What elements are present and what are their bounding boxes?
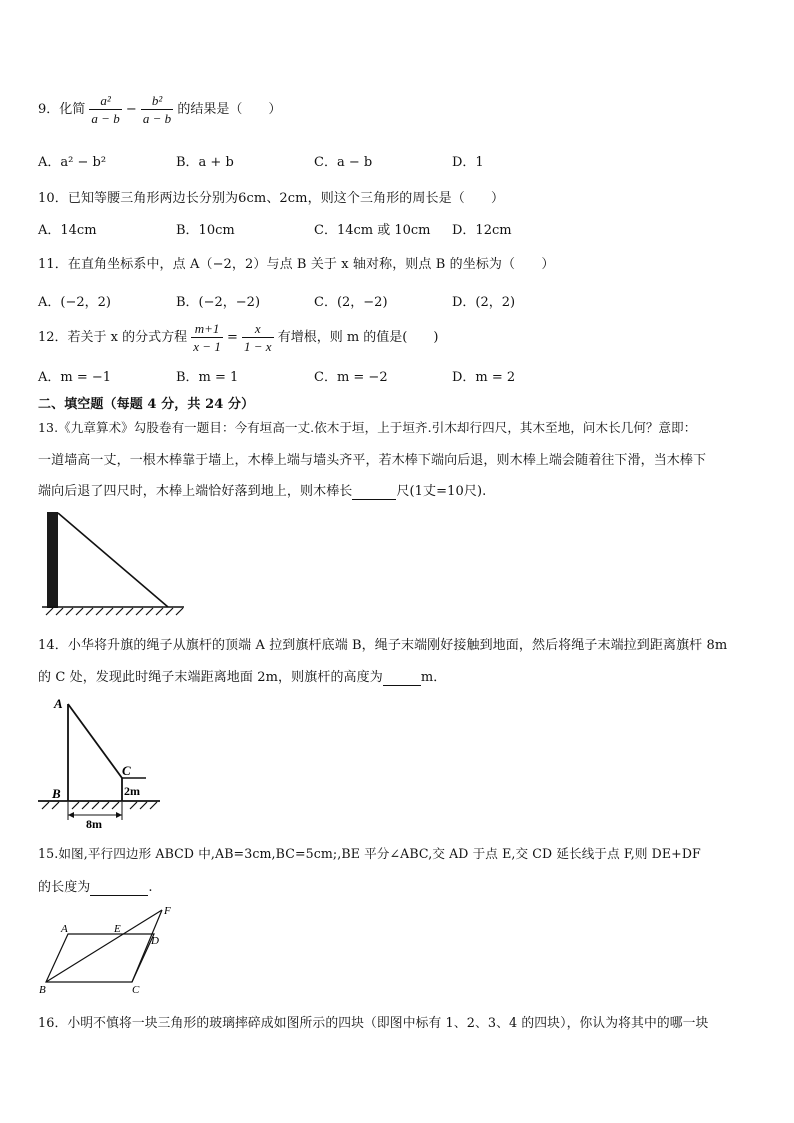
q12-lead: 12．若关于 x 的分式方程 bbox=[38, 330, 188, 345]
q9-tail: 的结果是（ ） bbox=[177, 102, 282, 117]
label-E: E bbox=[114, 923, 121, 935]
wall bbox=[47, 512, 58, 608]
q14-answer-blank bbox=[383, 670, 421, 686]
label-A: A bbox=[61, 923, 68, 935]
q12-fraction-2: $\frac{x}{1 - x}$ bbox=[244, 321, 272, 354]
q11-option-d: D．(2，2) bbox=[452, 295, 516, 310]
q11-option-b: B．(−2，−2) bbox=[176, 295, 261, 310]
q12-option-b: B．m = 1 bbox=[176, 370, 239, 385]
q13-line-1: 13.《九章算术》勾股卷有一题目：今有垣高一丈.依木于垣，上于垣齐.引木却行四尺，其木至地，问木长几何？意即： bbox=[38, 420, 697, 435]
label-2m: 2m bbox=[124, 784, 140, 798]
question-11: 11．在直角坐标系中，点 A（−2，2）与点 B 关于 x 轴对称，则点 B 的坐标为（ ） bbox=[38, 257, 555, 272]
label-B: B bbox=[39, 984, 46, 996]
q15-line-1: 15.如图,平行四边形 ABCD 中,AB=3cm,BC=5cm;,BE 平分∠ABC,交 AD 于点 E,交 CD 延长线于点 F,则 DE+DF bbox=[38, 846, 701, 861]
segment-bf bbox=[46, 910, 162, 982]
label-C: C bbox=[132, 984, 140, 996]
q10-option-c: C．14cm 或 10cm bbox=[314, 223, 431, 238]
q15-line-2: 的长度为 . bbox=[38, 880, 153, 895]
q13-wall-ladder-figure bbox=[38, 508, 188, 618]
label-A: A bbox=[54, 696, 63, 711]
q9-option-b: B．a + b bbox=[176, 155, 234, 170]
q10-option-d: D．12cm bbox=[452, 223, 512, 238]
dim-arrow-left bbox=[68, 812, 74, 818]
q14-line-2: 的 C 处，发现此时绳子末端距离地面 2m，则旗杆的高度为 m． bbox=[38, 670, 447, 685]
q9-option-d: D．1 bbox=[452, 155, 484, 170]
q12-tail: 有增根，则 m 的值是( ) bbox=[277, 330, 439, 345]
q10-option-b: B．10cm bbox=[176, 223, 235, 238]
q12-equals: = bbox=[226, 330, 238, 345]
q14-line-1: 14．小华将升旗的绳子从旗杆的顶端 A 拉到旗杆底端 B，绳子末端刚好接触到地面，然后将绳子末端拉到距离旗杆 8m bbox=[38, 638, 728, 653]
q11-option-c: C．(2，−2) bbox=[314, 295, 388, 310]
question-9 bbox=[38, 88, 281, 132]
label-B: B bbox=[52, 786, 61, 801]
q12-fraction-1: $\frac{m+1}{x - 1}$ bbox=[193, 321, 221, 354]
question-10: 10．已知等腰三角形两边长分别为6cm、2cm，则这个三角形的周长是（ ） bbox=[38, 191, 505, 206]
q13-line-2: 一道墙高一丈，一根木棒靠于墙上，木棒上端与墙头齐平，若木棒下端向后退，则木棒上端会随着往下滑，当木棒下 bbox=[38, 453, 707, 468]
q12-option-c: C．m = −2 bbox=[314, 370, 388, 385]
parallelogram-abcd bbox=[46, 934, 154, 982]
question-12 bbox=[38, 316, 438, 360]
dim-arrow-right bbox=[116, 812, 122, 818]
q13-answer-blank bbox=[352, 484, 396, 500]
q10-option-a: A．14cm bbox=[38, 223, 97, 238]
q9-lead: 9．化简 bbox=[38, 102, 86, 117]
q12-option-d: D．m = 2 bbox=[452, 370, 516, 385]
section-heading-fill-in: 二、填空题（每题 4 分，共 24 分） bbox=[38, 397, 255, 412]
q9-option-a: A．a² − b² bbox=[38, 155, 107, 170]
ladder bbox=[58, 513, 168, 607]
q11-option-a: A．(−2，2) bbox=[38, 295, 111, 310]
q13-line-3: 端向后退了四尺时，木棒上端恰好落到地上，则木棒长 尺(1丈=10尺). bbox=[38, 484, 487, 499]
q15-answer-blank bbox=[90, 880, 148, 896]
label-8m: 8m bbox=[86, 817, 102, 831]
label-F: F bbox=[164, 905, 171, 917]
label-D: D bbox=[151, 935, 159, 947]
rope bbox=[68, 704, 122, 778]
ground-hatching bbox=[42, 802, 157, 809]
label-C: C bbox=[122, 763, 131, 778]
q15-parallelogram-figure bbox=[34, 902, 184, 998]
ground-hatching bbox=[46, 608, 183, 615]
q14-flagpole-figure bbox=[36, 694, 166, 834]
q16-line-1: 16．小明不慎将一块三角形的玻璃摔碎成如图所示的四块（即图中标有 1、2、3、4 的四块），你认为将其中的哪一块 bbox=[38, 1016, 709, 1031]
q12-option-a: A．m = −1 bbox=[38, 370, 112, 385]
q9-minus: − bbox=[125, 102, 137, 117]
q9-fraction-2: $\frac{\text{b²}}{a - b}$ bbox=[142, 93, 172, 126]
q9-option-c: C．a − b bbox=[314, 155, 373, 170]
q9-fraction-1: $\frac{\text{a²}}{a - b}$ bbox=[91, 93, 120, 126]
